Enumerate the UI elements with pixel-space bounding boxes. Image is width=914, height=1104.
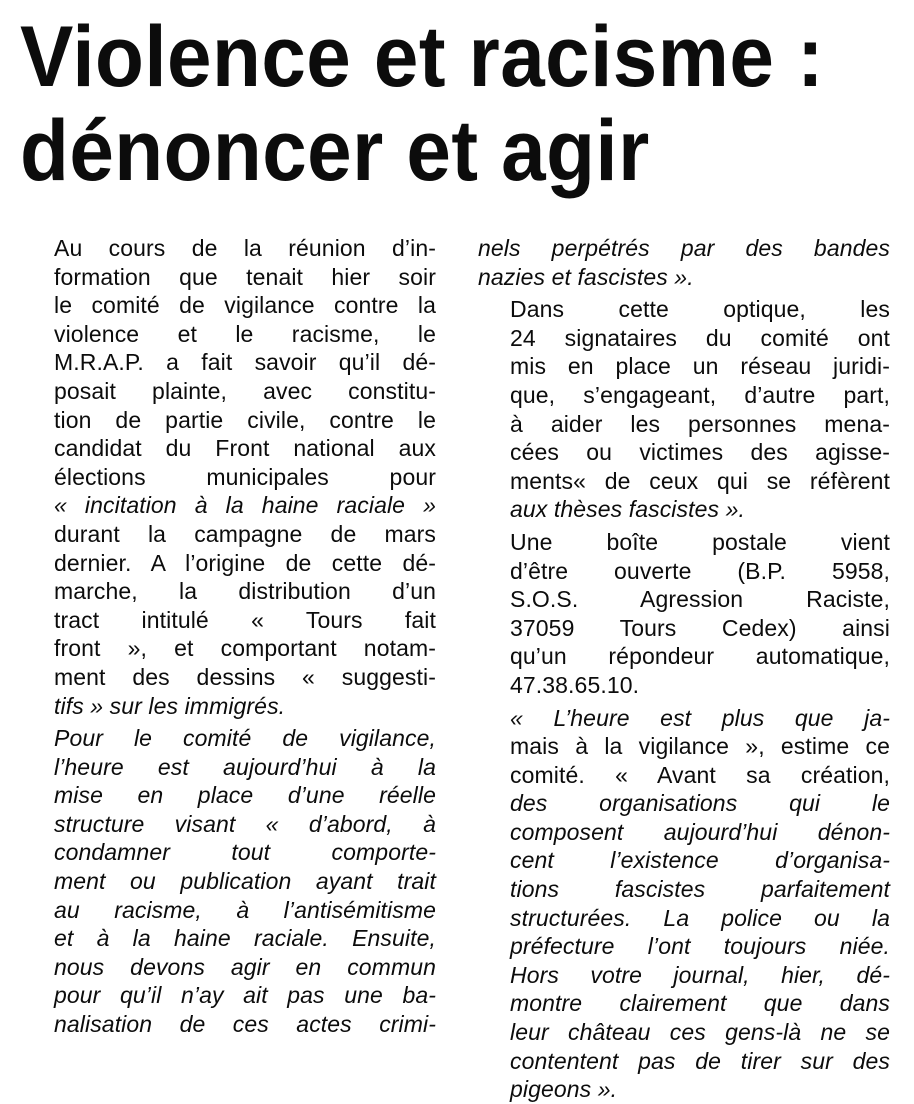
- text-line: dernier. A l’origine de cette dé-: [54, 549, 436, 576]
- text-line: 47.38.65.10.: [510, 671, 640, 698]
- text-line: cent l’existence d’organisa-: [510, 847, 890, 874]
- text-line: ments« de ceux qui se réfèrent: [510, 467, 890, 494]
- text-line: 24 signataires du comité ont: [510, 324, 890, 351]
- paragraph: [22, 234, 436, 720]
- text-line: S.O.S. Agression Raciste,: [510, 586, 890, 613]
- text-line: montre clairement que dans: [510, 990, 890, 1017]
- text-line: des organisations qui le: [510, 790, 890, 817]
- text-line: ment des dessins « suggesti-: [54, 663, 436, 690]
- headline-line-2: dénoncer et agir: [20, 103, 650, 199]
- text-line: condamner tout comporte-: [54, 839, 436, 866]
- text-line: mise en place d’une réelle: [54, 782, 436, 809]
- text-line: tract intitulé « Tours fait: [54, 606, 436, 633]
- text-line: pigeons ».: [510, 1076, 618, 1103]
- text-line: nalisation de ces actes crimi-: [54, 1011, 436, 1038]
- text-line: le comité de vigilance contre la: [54, 292, 436, 319]
- text-line: structurées. La police ou la: [510, 904, 890, 931]
- paragraph: [478, 295, 890, 524]
- text-line: aux thèses fascistes ».: [510, 496, 745, 523]
- text-line: nazies et fascistes ».: [478, 263, 694, 290]
- text-line: Dans cette optique, les: [510, 296, 890, 323]
- text-line: « L’heure est plus que ja-: [510, 704, 890, 731]
- text-line: préfecture l’ont toujours niée.: [510, 933, 890, 960]
- paragraph: [478, 528, 890, 700]
- text-line: « incitation à la haine raciale »: [54, 492, 436, 519]
- text-line: front », et comportant notam-: [54, 635, 436, 662]
- text-line: M.R.A.P. a fait savoir qu’il dé-: [54, 349, 436, 376]
- headline-line-1: Violence et racisme :: [20, 9, 825, 105]
- text-line: tions fascistes parfaitement: [510, 876, 890, 903]
- text-line: marche, la distribution d’un: [54, 578, 436, 605]
- text-line: tifs » sur les immigrés.: [54, 692, 286, 719]
- text-line: à aider les personnes mena-: [510, 410, 890, 437]
- text-line: nels perpétrés par des bandes: [478, 235, 890, 261]
- text-line: mais à la vigilance », estime ce: [510, 733, 890, 760]
- text-line: Hors votre journal, hier, dé-: [510, 961, 890, 988]
- text-line: Au cours de la réunion d’in-: [54, 235, 436, 261]
- text-line: cées ou victimes des agisse-: [510, 439, 890, 466]
- text-line: Pour le comité de vigilance,: [54, 725, 436, 752]
- right-column: [478, 234, 890, 1104]
- text-line: Une boîte postale vient: [510, 528, 890, 555]
- text-line: élections municipales pour: [54, 463, 436, 490]
- text-line: et à la haine raciale. Ensuite,: [54, 925, 436, 952]
- text-line: structure visant « d’abord, à: [54, 810, 436, 837]
- text-line: composent aujourd’hui dénon-: [510, 818, 890, 845]
- text-line: formation que tenait hier soir: [54, 263, 436, 290]
- text-line: ment ou publication ayant trait: [54, 868, 436, 895]
- text-line: candidat du Front national aux: [54, 435, 436, 462]
- text-line: mis en place un réseau juridi-: [510, 353, 890, 380]
- text-line: tion de partie civile, contre le: [54, 406, 436, 433]
- text-line: l’heure est aujourd’hui à la: [54, 753, 436, 780]
- text-line: qu’un répondeur automatique,: [510, 643, 890, 670]
- text-line: pour qu’il n’ay ait pas une ba-: [54, 982, 436, 1009]
- text-line: contentent pas de tirer sur des: [510, 1047, 890, 1074]
- text-line: que, s’engageant, d’autre part,: [510, 381, 890, 408]
- text-line: comité. « Avant sa création,: [510, 761, 890, 788]
- text-line: d’être ouverte (B.P. 5958,: [510, 557, 890, 584]
- text-line: violence et le racisme, le: [54, 320, 436, 347]
- text-line: nous devons agir en commun: [54, 953, 436, 980]
- paragraph: [478, 234, 890, 291]
- text-line: durant la campagne de mars: [54, 520, 436, 547]
- text-line: au racisme, à l’antisémitisme: [54, 896, 436, 923]
- paragraph: [478, 704, 890, 1104]
- article-headline: [20, 10, 838, 198]
- text-line: 37059 Tours Cedex) ainsi: [510, 614, 890, 641]
- text-line: posait plainte, avec constitu-: [54, 377, 436, 404]
- paragraph: [22, 724, 436, 1039]
- text-line: leur château ces gens-là ne se: [510, 1019, 890, 1046]
- left-column: [22, 234, 436, 1039]
